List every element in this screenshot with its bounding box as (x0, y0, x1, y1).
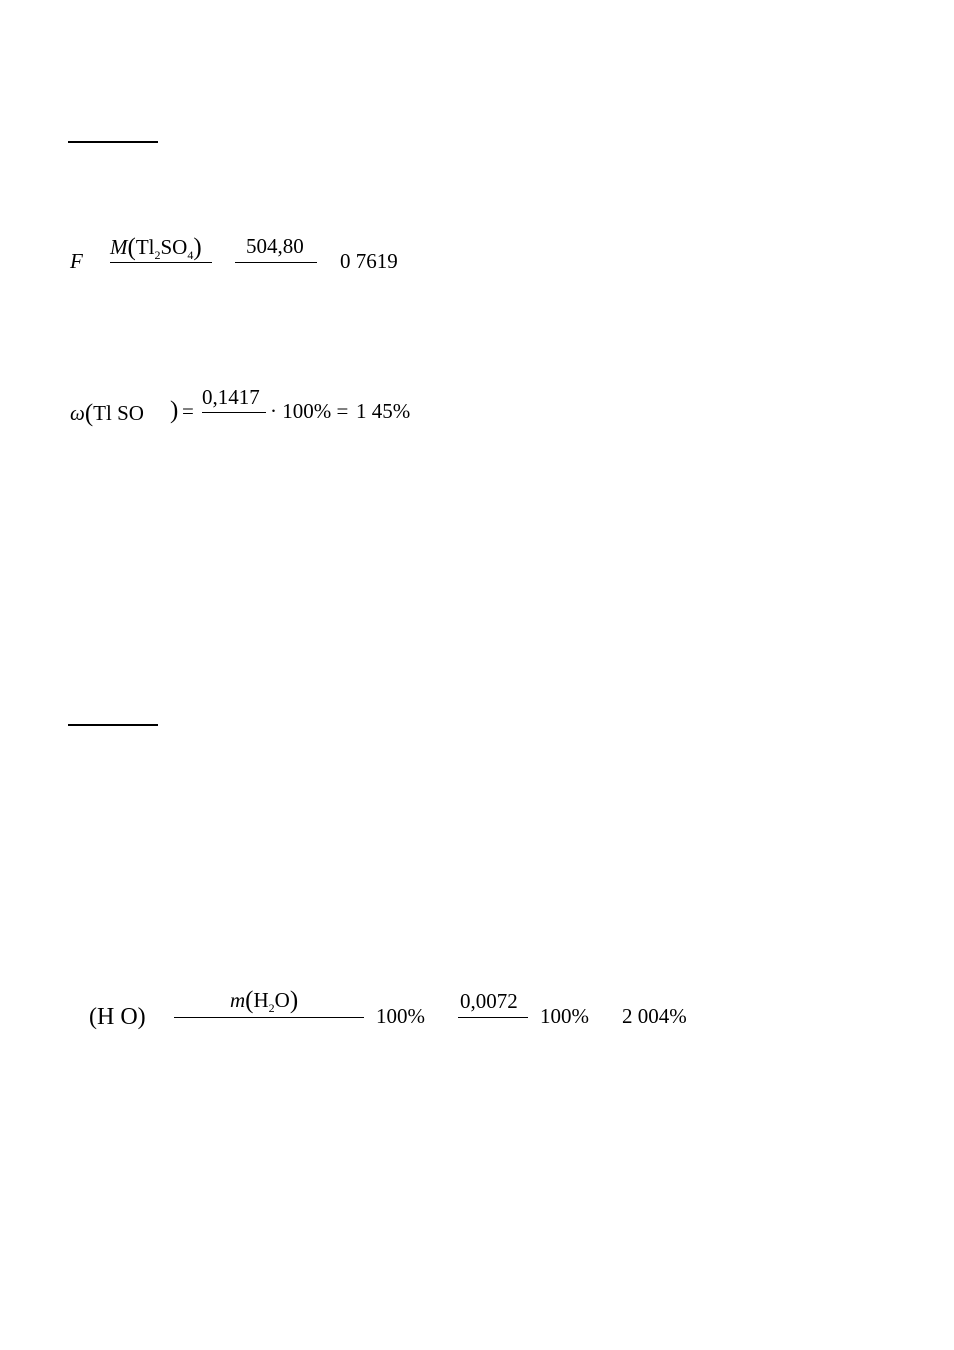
mass-fraction-lhs: ω(Tl SO (70, 400, 144, 427)
mass-fraction-rparen: ) (170, 397, 179, 424)
section-rule-middle (68, 724, 158, 726)
section-rule-top (68, 141, 158, 143)
fraction-4-numerator: $m(H_2O)$ (230, 987, 299, 1015)
fraction-5-bar (458, 1017, 528, 1018)
factor-symbol: F (70, 249, 83, 273)
fraction-1-bar (110, 262, 212, 263)
equals-sign: = (182, 399, 194, 423)
fraction-4-bar (174, 1017, 364, 1018)
fraction-3-numerator: 0,1417 (202, 385, 260, 409)
water-lhs: (H O) (89, 1004, 146, 1030)
hundred-percent-2: 100% (540, 1004, 589, 1028)
fraction-3-bar (202, 412, 266, 413)
mass-fraction-result: 1 45% (356, 399, 411, 423)
times-hundred-percent: · 100% = (270, 399, 349, 423)
fraction-5-numerator: 0,0072 (460, 989, 518, 1013)
factor-result: 0 7619 (340, 249, 398, 273)
water-result: 2 004% (622, 1004, 687, 1028)
fraction-2-bar (235, 262, 317, 263)
hundred-percent-1: 100% (376, 1004, 425, 1028)
fraction-2-numerator: 504,80 (246, 234, 304, 258)
omega-symbol: ω (70, 401, 85, 425)
fraction-1-numerator: $M(Tl_2SO_4)$ (110, 234, 202, 262)
